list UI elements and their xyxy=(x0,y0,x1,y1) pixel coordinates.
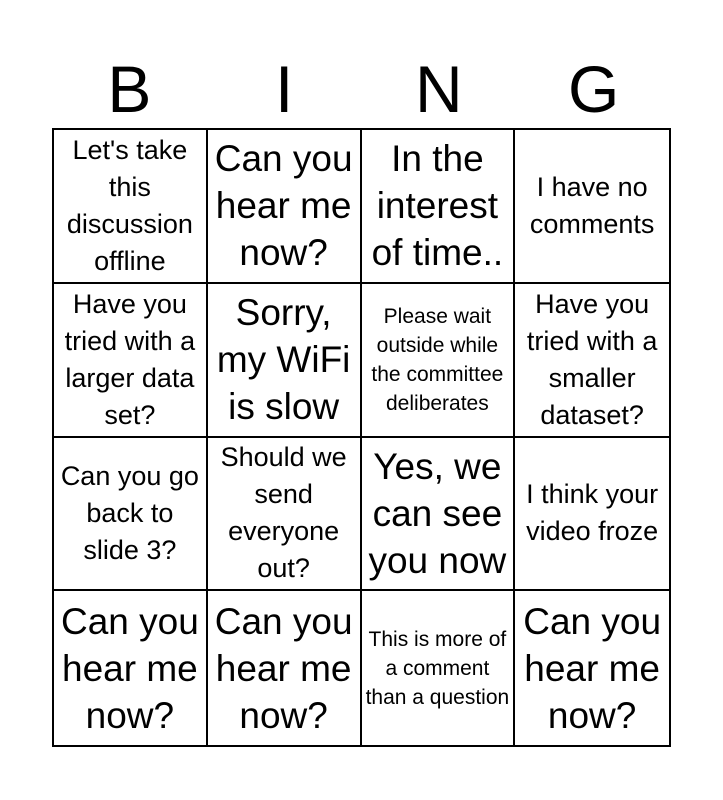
header-letter-b: B xyxy=(107,52,152,126)
bingo-cell[interactable]: Please wait outside while the committee deliberates xyxy=(362,284,516,438)
bingo-cell[interactable]: In the interest of time.. xyxy=(362,130,516,284)
bingo-cell[interactable]: Have you tried with a larger data set? xyxy=(54,284,208,438)
bingo-cell[interactable]: Have you tried with a smaller dataset? xyxy=(515,284,669,438)
bingo-cell[interactable]: I have no comments xyxy=(515,130,669,284)
bingo-cell[interactable]: Can you hear me now? xyxy=(208,130,362,284)
bingo-cell[interactable]: I think your video froze xyxy=(515,438,669,592)
bingo-cell[interactable]: This is more of a comment than a question xyxy=(362,591,516,745)
bingo-cell[interactable]: Let's take this discussion offline xyxy=(54,130,208,284)
bingo-cell[interactable]: Should we send everyone out? xyxy=(208,438,362,592)
bingo-cell[interactable]: Can you hear me now? xyxy=(54,591,208,745)
bingo-header xyxy=(52,50,671,128)
header-letter-n: N xyxy=(415,52,463,126)
header-letter-i: I xyxy=(274,52,294,126)
bingo-card xyxy=(52,128,671,747)
bingo-cell[interactable]: Sorry, my WiFi is slow xyxy=(208,284,362,438)
bingo-cell[interactable]: Can you hear me now? xyxy=(208,591,362,745)
bingo-cell[interactable]: Can you go back to slide 3? xyxy=(54,438,208,592)
header-letter-g: G xyxy=(567,52,620,126)
bingo-cell[interactable]: Can you hear me now? xyxy=(523,600,662,736)
bingo-cell[interactable]: Yes, we can see you now xyxy=(362,438,516,592)
